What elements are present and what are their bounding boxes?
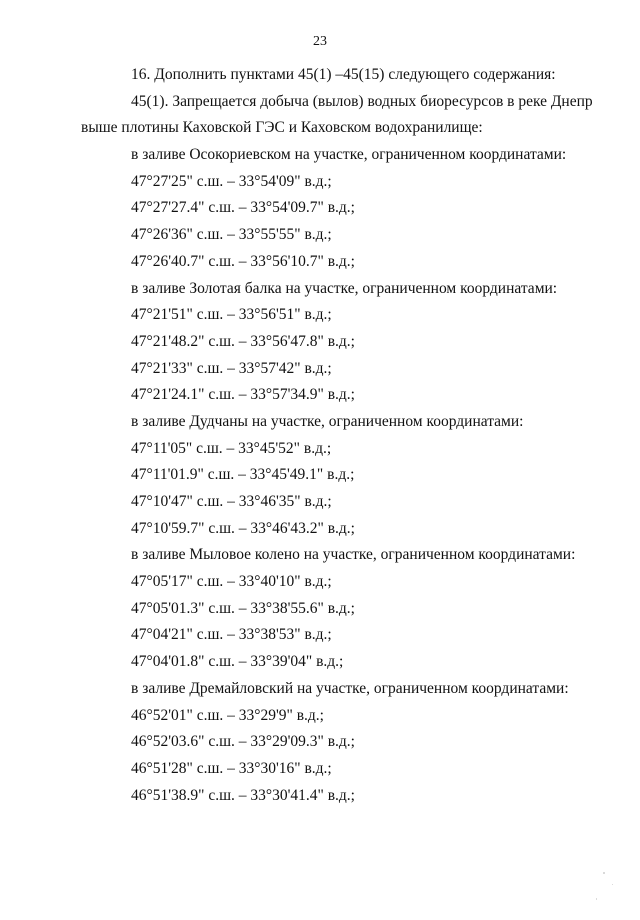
coordinate-line: 47°21'51" с.ш. – 33°56'51" в.д.; xyxy=(131,306,332,324)
bay-mylovoe-koleno-heading: в заливе Мыловое колено на участке, ограниченном координатами: xyxy=(131,546,576,564)
coordinate-line: 47°11'01.9" с.ш. – 33°45'49.1" в.д.; xyxy=(131,466,355,484)
scan-speck xyxy=(612,884,613,885)
paragraph-45-1-start: 45(1). Запрещается добыча (вылов) водных биоресурсов в реке Днепр xyxy=(131,92,593,110)
coordinate-line: 47°11'05" с.ш. – 33°45'52" в.д.; xyxy=(131,439,332,457)
coordinate-line: 47°26'36" с.ш. – 33°55'55" в.д.; xyxy=(131,226,332,244)
bay-osokorievsky-heading: в заливе Осокориевском на участке, ограниченном координатами: xyxy=(131,146,567,164)
coordinate-line: 46°51'28" с.ш. – 33°30'16" в.д.; xyxy=(131,759,332,777)
coordinate-line: 47°05'01.3" с.ш. – 33°38'55.6" в.д.; xyxy=(131,599,355,617)
coordinate-line: 47°21'24.1" с.ш. – 33°57'34.9" в.д.; xyxy=(131,386,355,404)
coordinate-line: 46°51'38.9" с.ш. – 33°30'41.4" в.д.; xyxy=(131,786,355,804)
paragraph-45-1-continuation: выше плотины Каховской ГЭС и Каховском водохранилище: xyxy=(81,119,483,137)
bay-zolotaya-balka-heading: в заливе Золотая балка на участке, ограниченном координатами: xyxy=(131,279,558,297)
bay-dudchany-heading: в заливе Дудчаны на участке, ограниченном координатами: xyxy=(131,412,524,430)
scan-speck xyxy=(596,898,597,900)
coordinate-line: 46°52'01" с.ш. – 33°29'9" в.д.; xyxy=(131,706,324,724)
coordinate-line: 47°05'17" с.ш. – 33°40'10" в.д.; xyxy=(131,573,332,591)
coordinate-line: 47°04'21" с.ш. – 33°38'53" в.д.; xyxy=(131,626,332,644)
scan-speck xyxy=(603,872,605,874)
coordinate-line: 47°27'27.4" с.ш. – 33°54'09.7" в.д.; xyxy=(131,199,355,217)
coordinate-line: 47°27'25" с.ш. – 33°54'09" в.д.; xyxy=(131,172,332,190)
coordinate-line: 47°21'48.2" с.ш. – 33°56'47.8" в.д.; xyxy=(131,332,355,350)
coordinate-line: 47°10'59.7" с.ш. – 33°46'43.2" в.д.; xyxy=(131,519,355,537)
coordinate-line: 47°04'01.8" с.ш. – 33°39'04" в.д.; xyxy=(131,653,344,671)
document-body xyxy=(0,62,640,809)
coordinate-line: 47°10'47" с.ш. – 33°46'35" в.д.; xyxy=(131,493,332,510)
coordinate-line: 46°52'03.6" с.ш. – 33°29'09.3" в.д.; xyxy=(131,733,355,751)
coordinate-line: 47°21'33" с.ш. – 33°57'42" в.д.; xyxy=(131,359,332,377)
coordinate-line: 47°26'40.7" с.ш. – 33°56'10.7" в.д.; xyxy=(131,252,355,270)
page-number: 23 xyxy=(313,34,327,49)
amendment-heading: 16. Дополнить пунктами 45(1) –45(15) следующего содержания: xyxy=(131,66,556,83)
bay-dremaylovsky-heading: в заливе Дремайловский на участке, ограниченном координатами: xyxy=(131,679,569,697)
